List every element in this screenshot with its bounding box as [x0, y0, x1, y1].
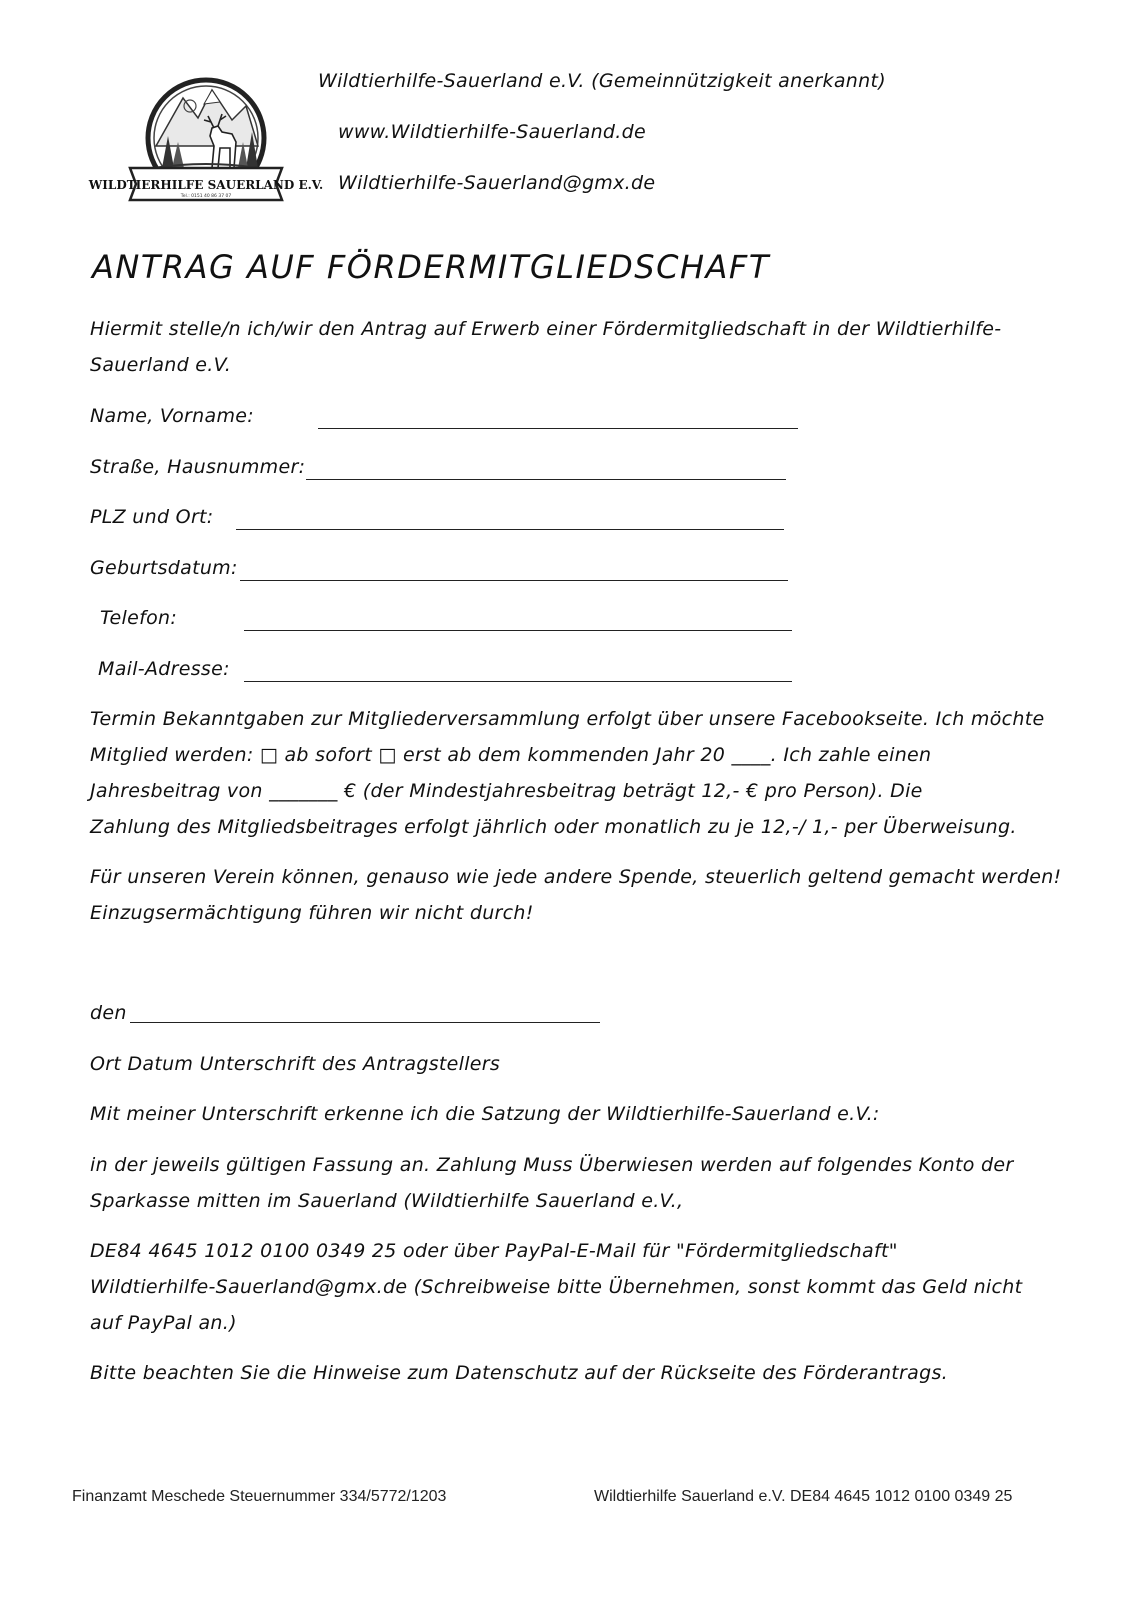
- deer-logo-icon: [88, 76, 324, 216]
- intro-line-1: Hiermit stelle/n ich/wir den Antrag auf Erwerb einer Fördermitgliedschaft in der Wildtierhilfe-: [90, 318, 1002, 340]
- consent-line-2: in der jeweils gültigen Fassung an. Zahlung Muss Überwiesen werden auf folgendes Konto der: [90, 1154, 1014, 1176]
- label-birthdate: Geburtsdatum:: [90, 557, 238, 579]
- birthdate-field[interactable]: [240, 580, 788, 581]
- logo-text: WILDTIERHILFE SAUERLAND E.V.: [88, 178, 324, 192]
- city-field[interactable]: [236, 529, 784, 530]
- membership-line-4: Zahlung des Mitgliedsbeitrages erfolgt jährlich oder monatlich zu je 12,-/ 1,- per Überweisung.: [90, 816, 1017, 838]
- consent-line-4: DE84 4645 1012 0100 0349 25 oder über PayPal-E-Mail für "Fördermitgliedschaft": [90, 1240, 898, 1262]
- name-field[interactable]: [318, 428, 798, 429]
- intro-line-2: Sauerland e.V.: [90, 354, 232, 376]
- signature-caption: Ort Datum Unterschrift des Antragstellers: [90, 1053, 501, 1075]
- membership-line-1: Termin Bekanntgaben zur Mitgliederversammlung erfolgt über unsere Facebookseite. Ich möchte: [90, 708, 1045, 730]
- label-name: Name, Vorname:: [90, 405, 254, 427]
- consent-line-1: Mit meiner Unterschrift erkenne ich die Satzung der Wildtierhilfe-Sauerland e.V.:: [90, 1103, 880, 1125]
- membership-line-3: Jahresbeitrag von _______ € (der Mindestjahresbeitrag beträgt 12,- € pro Person). Die: [90, 780, 923, 802]
- phone-field[interactable]: [244, 630, 792, 631]
- consent-line-3: Sparkasse mitten im Sauerland (Wildtierhilfe Sauerland e.V.,: [90, 1190, 684, 1212]
- organization-logo: [88, 76, 324, 216]
- label-street: Straße, Hausnummer:: [90, 456, 306, 478]
- consent-line-6: auf PayPal an.): [90, 1312, 237, 1334]
- header-org-line: Wildtierhilfe-Sauerland e.V. (Gemeinnützigkeit anerkannt): [318, 70, 886, 92]
- signature-field[interactable]: [130, 1022, 600, 1023]
- header-email: Wildtierhilfe-Sauerland@gmx.de: [338, 172, 656, 194]
- tax-line-1: Für unseren Verein können, genauso wie jede andere Spende, steuerlich geltend gemacht werden!: [90, 866, 1062, 888]
- page-title: ANTRAG AUF FÖRDERMITGLIEDSCHAFT: [92, 248, 770, 286]
- header-website: www.Wildtierhilfe-Sauerland.de: [338, 121, 646, 143]
- footer-tax-number: Finanzamt Meschede Steuernummer 334/5772/1203: [72, 1488, 447, 1505]
- membership-line-2: Mitglied werden: □ ab sofort □ erst ab dem kommenden Jahr 20 ____. Ich zahle einen: [90, 744, 932, 766]
- label-city: PLZ und Ort:: [90, 506, 214, 528]
- consent-line-5: Wildtierhilfe-Sauerland@gmx.de (Schreibweise bitte Übernehmen, sonst kommt das Geld nicht: [90, 1276, 1023, 1298]
- label-mail: Mail-Adresse:: [98, 658, 230, 680]
- consent-line-7: Bitte beachten Sie die Hinweise zum Datenschutz auf der Rückseite des Förderantrags.: [90, 1362, 948, 1384]
- tax-line-2: Einzugsermächtigung führen wir nicht durch!: [90, 902, 534, 924]
- mail-field[interactable]: [244, 681, 792, 682]
- label-phone: Telefon:: [100, 607, 178, 629]
- logo-subtext: Tel.: 0151 40 86 37 07: [180, 194, 232, 199]
- footer-bank-info: Wildtierhilfe Sauerland e.V. DE84 4645 1012 0100 0349 25: [594, 1488, 1013, 1505]
- signature-den: den: [90, 1002, 127, 1024]
- street-field[interactable]: [306, 479, 786, 480]
